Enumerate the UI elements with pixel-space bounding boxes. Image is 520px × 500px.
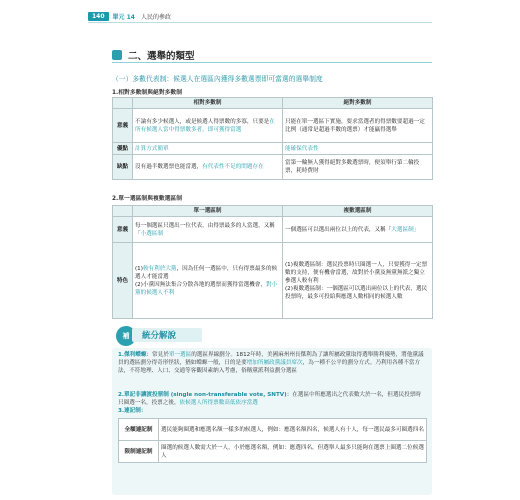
supplement-item: 1.傑利蠑螈：常見於單一選區的選區界線劃分。1812年時，美國麻州州長傑利為了讓所屬政黨取得選舉勝利優勢，將他黨議員的選區劃分得奇形怪狀，猶如蠑螈一般，日的是要增加所屬政黨議員席次，為一種不公平的劃分方式。乃利用各種不當方法，不符地理、人口、交通等客觀因素納入考慮，俗稱黨派利益劃分選區	[118, 352, 424, 374]
table-single-multi-member	[112, 205, 433, 319]
table-relative-absolute	[112, 97, 433, 180]
table-cell: 不論有多少候選人，或是候選人得票數的多寡，只要是在所有候選人當中得票數多者，即可獲得當選	[133, 109, 283, 143]
supplement-item: 2.單記非讓渡投票制 (single non-transferable vote, SNTV)：在選區中所應選出之代表數大於一名，但選民投票時只圈選一名，投票之後，依候選人所得票數高低依序當選	[118, 392, 421, 406]
table-cell: 選民能夠圈選和應選名額一樣多的候選人，例如：應選名額四名，候選人有十人，每一選民最多可圈選四名	[159, 419, 427, 441]
column-header: 絕對多數制	[283, 98, 433, 109]
row-header: 缺點	[113, 155, 133, 180]
column-header: 複數選區制	[283, 206, 433, 217]
row-header: 意義	[113, 217, 133, 243]
table-cell: 圈選的候選人數需大於一人，小於應選名額，例如：應選四名，但選舉人最多只能夠在選票上圈選二位候選人	[159, 441, 427, 463]
header-divider	[88, 22, 432, 23]
row-header: 全額連記制	[119, 419, 159, 441]
table-cell: 當第一輪無人獲得絕對多數選票時，便須舉行第二輪投票，耗時費財	[283, 155, 433, 180]
section-title: 二、選舉的類型	[128, 51, 195, 62]
page-header	[88, 12, 171, 21]
column-header: 單一選區制	[133, 206, 283, 217]
table2-caption: 2.單一選區制與複數選區制	[112, 196, 183, 202]
table-cell: 沒有過半數選票也能當選，有代表性不足的問題存在	[133, 155, 283, 180]
row-header: 特色	[113, 243, 133, 319]
supplement-badge: 補	[116, 326, 136, 346]
section-marker-icon	[112, 50, 122, 60]
table1-caption: 1.相對多數制與絕對多數制	[112, 90, 183, 96]
table-cell: 計算方式簡單	[133, 143, 283, 155]
page-number: 140	[88, 12, 109, 21]
table-voting-methods	[118, 418, 427, 463]
row-header: 意義	[113, 109, 133, 143]
row-header: 優點	[113, 143, 133, 155]
table-cell: 能確保代表性	[283, 143, 433, 155]
row-header: 限制連記制	[119, 441, 159, 463]
section-heading	[112, 48, 432, 63]
table-cell: 每一個選區只選出一位代表，由得票最多的人當選，又稱「小選區制	[133, 217, 283, 243]
unit-title: 人民的參政	[140, 14, 171, 21]
table-cell: 一個選區可以選出兩位以上的代表，又稱「大選區制」	[283, 217, 433, 243]
table-cell: (1)較有利於大黨，因為任何一選區中，只有得票最多的候選人才能當選 (2)小黨因無法集合分散各地的選票而獲得當選機會，對小黨的候選人不利	[133, 243, 283, 319]
table-cell: (1)複數選區制：選民投票時只圈選一人，只要獲得一定票數的支持，便有機會當選，故對於小黨及無黨無派之獨立參選人較有利 (2)複數選區制：一個選區可以選出兩位以上的代表，選民投票時，最多可投給與應選人數相同的候選人數	[283, 243, 433, 319]
subsection-heading: （一）多數代表制：候選人在選區內獲得多數選票即可當選的選舉制度	[112, 75, 323, 83]
unit-label: 單元 14	[112, 14, 135, 21]
supplement-title: 統分解說	[142, 331, 177, 341]
table-cell: 只能在單一選區下實施，要求當選者的得票數要超過一定比例（通常是超過半數的選票）才能贏得選舉	[283, 109, 433, 143]
supplement-item: 3.連記制：	[118, 408, 147, 414]
column-header: 相對多數制	[133, 98, 283, 109]
